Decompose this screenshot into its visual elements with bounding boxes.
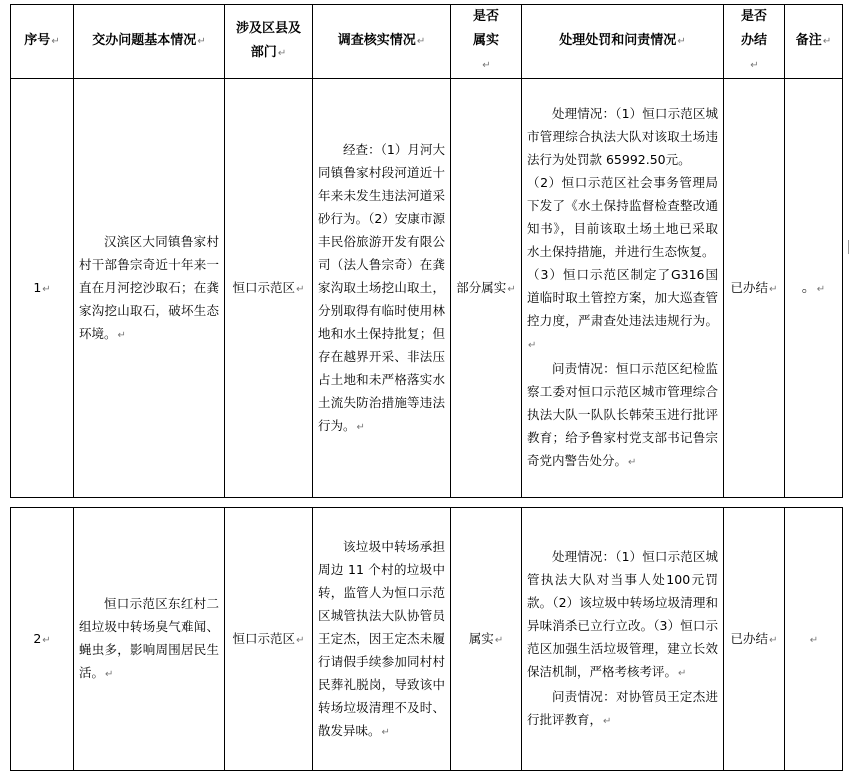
remark-cell: 。↵ — [785, 79, 843, 498]
issue-cell: 汉滨区大同镇鲁家村村干部鲁宗奇近十年来一直在月河挖沙取石；在龚家沟挖山取石，破坏生态环境。↵ — [74, 79, 225, 498]
dept-cell: 恒口示范区↵ — [225, 508, 313, 771]
handling-cell — [522, 79, 724, 498]
accountability-paragraph: 问责情况：恒口示范区纪检监察工委对恒口示范区城市管理综合执法大队一队队长韩荣玉进行批评教育；给予鲁家村党支部书记鲁宗奇党内警告处分。↵ — [527, 361, 718, 468]
verified-cell: 属实↵ — [451, 508, 522, 771]
row-gap — [11, 498, 843, 508]
dept-cell: 恒口示范区↵ — [225, 79, 313, 498]
done-cell: 已办结↵ — [724, 508, 785, 771]
remark-cell: ↵ — [785, 508, 843, 771]
header-row — [11, 5, 843, 79]
header-verified: 是否属实↵ — [451, 5, 522, 79]
handling-paragraph: 处理情况：（1）恒口示范区城市管理综合执法大队对该取土场违法行为处罚款 65992.50元。 — [527, 106, 718, 167]
header-investigation: 调查核实情况↵ — [313, 5, 451, 79]
handling-cell — [522, 508, 724, 771]
issue-cell: 恒口示范区东红村二组垃圾中转场臭气难闻、蝇虫多，影响周围居民生活。↵ — [74, 508, 225, 771]
table-row — [11, 508, 843, 771]
header-no: 序号↵ — [11, 5, 74, 79]
handling-paragraph: （3）恒口示范区制定了G316国道临时取土管控方案，加大巡查管控力度，严肃查处违法违规行为。↵ — [527, 267, 718, 351]
disposal-table — [10, 4, 843, 771]
table-row — [11, 79, 843, 498]
row-number: 1↵ — [11, 79, 74, 498]
accountability-paragraph: 问责情况：对协管员王定杰进行批评教育，↵ — [527, 689, 718, 727]
investigation-cell: 经查：（1）月河大同镇鲁家村段河道近十年来未发生违法河道采砂行为。（2）安康市源丰民俗旅游开发有限公司（法人鲁宗奇）在龚家沟取土场挖山取土，分别取得有临时使用林地和水土保持批复；但存在越界开采、非法压占土地和未严格落实水土流失防治措施等违法行为。↵ — [313, 79, 451, 498]
header-remark: 备注↵ — [785, 5, 843, 79]
page-margin-marker — [848, 240, 853, 254]
done-cell: 已办结↵ — [724, 79, 785, 498]
header-issue: 交办问题基本情况↵ — [74, 5, 225, 79]
verified-cell: 部分属实↵ — [451, 79, 522, 498]
handling-paragraph: （2）恒口示范区社会事务管理局下发了《水土保持监督检查整改通知书》，目前该取土场土地已采取水土保持措施，并进行生态恢复。 — [527, 175, 718, 259]
investigation-cell: 该垃圾中转场承担周边 11 个村的垃圾中转，监管人为恒口示范区城管执法大队协管员王定杰，因王定杰未履行请假手续参加同村村民葬礼脱岗，导致该中转场垃圾清理不及时、散发异味。↵ — [313, 508, 451, 771]
row-number: 2↵ — [11, 508, 74, 771]
handling-paragraph: 处理情况：（1）恒口示范区城管执法大队对当事人处100元罚款。（2）该垃圾中转场垃圾清理和异味消杀已立行立改。（3）恒口示范区加强生活垃圾管理，建立长效保洁机制，严格考核考评。↵ — [527, 549, 718, 679]
header-dept: 涉及区县及部门↵ — [225, 5, 313, 79]
header-done: 是否办结↵ — [724, 5, 785, 79]
header-handling: 处理处罚和问责情况↵ — [522, 5, 724, 79]
